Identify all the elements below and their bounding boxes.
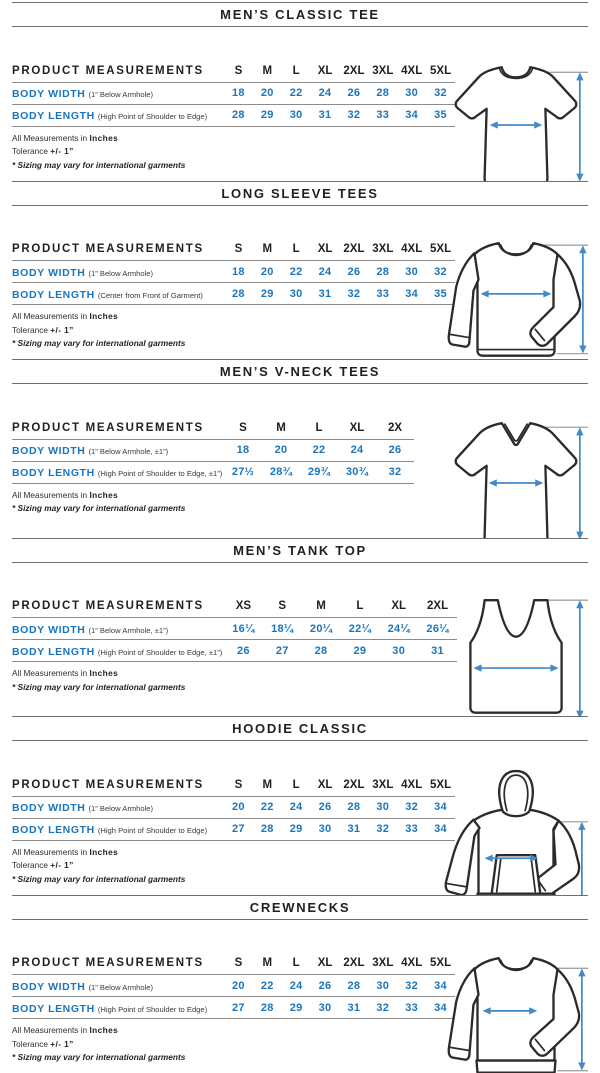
note-sizing: * Sizing may vary for international garments [12, 681, 186, 692]
measurement-value: 28 [340, 975, 369, 997]
size-col-header: M [253, 774, 282, 796]
section-title: MEN’S TANK TOP [233, 542, 367, 558]
note-sizing: * Sizing may vary for international garments [12, 873, 186, 884]
size-col-header: 2XL [340, 953, 369, 975]
size-col-header: L [300, 417, 338, 439]
table-header-product-measurements: PRODUCT MEASUREMENTS [12, 596, 224, 618]
row-descriptor: (1” Below Armhole, ±1”) [88, 447, 169, 456]
note-measurements-unit: Inches [89, 132, 119, 143]
section-title: HOODIE CLASSIC [232, 721, 368, 736]
measurement-value: 22 [253, 796, 282, 818]
table-header-row [12, 239, 455, 261]
measurement-value: 24 [311, 261, 340, 283]
note-sizing: * Sizing may vary for international garments [12, 503, 186, 513]
table-header-row [12, 417, 414, 439]
note-tolerance-text: Tolerance [12, 146, 51, 156]
hoodie-illustration [440, 765, 588, 895]
measurements-table [12, 60, 455, 127]
row-descriptor: (1” Below Armhole) [88, 268, 154, 278]
section-long-sleeve-tee [12, 181, 588, 360]
measurement-value: 32 [376, 461, 414, 483]
section-content [12, 206, 588, 359]
row-label: BODY WIDTH [12, 623, 86, 636]
measurement-value: 33 [397, 818, 426, 840]
size-col-header: M [253, 60, 282, 82]
row-label: BODY LENGTH [12, 467, 95, 479]
size-col-header: XL [311, 60, 340, 82]
measurement-value: 30 [379, 640, 418, 662]
measurement-value: 18 [224, 82, 253, 104]
measurement-value: 30 [282, 104, 311, 126]
note-tolerance-value: +/- 1” [50, 860, 74, 870]
table-header-product-measurements: PRODUCT MEASUREMENTS [12, 953, 224, 975]
section-v-neck-tee [12, 359, 588, 538]
measurement-value: 22 [253, 975, 282, 997]
measurement-value: 32 [368, 997, 397, 1019]
measurement-value: 31 [418, 640, 457, 662]
row-label: BODY LENGTH [12, 288, 95, 301]
table-row [12, 796, 455, 818]
size-col-header: L [340, 596, 379, 618]
section-content [12, 384, 588, 537]
measurement-value: 32 [340, 283, 369, 305]
size-col-header: XL [338, 417, 376, 439]
note-tolerance-text: Tolerance [12, 860, 51, 870]
row-label-cell [12, 261, 224, 283]
table-header-row [12, 774, 455, 796]
table-row [12, 461, 414, 483]
measurement-value: 20¼ [302, 618, 341, 640]
section-title: MEN’S CLASSIC TEE [220, 7, 380, 22]
table-row [12, 997, 455, 1019]
row-label-cell [12, 975, 224, 997]
section-title-band [12, 895, 588, 920]
note-sizing: * Sizing may vary for international garments [12, 338, 186, 348]
measurement-value: 18 [224, 261, 253, 283]
measurements-table [12, 774, 455, 841]
size-col-header: XL [379, 596, 418, 618]
measurement-value: 34 [426, 975, 455, 997]
row-descriptor: (1” Below Armhole) [88, 90, 154, 99]
row-descriptor: (1” Below Armhole) [88, 982, 154, 992]
measurement-value: 32 [397, 796, 426, 818]
note-tolerance-text: Tolerance [12, 1038, 51, 1049]
note-tolerance-text: Tolerance [12, 324, 51, 335]
section-content [12, 27, 588, 180]
row-label: BODY WIDTH [12, 980, 86, 993]
note-measurements-text: All Measurements in [12, 668, 90, 678]
size-col-header: S [224, 953, 253, 975]
measurement-value: 35 [426, 283, 455, 305]
measurement-value: 18¼ [263, 618, 302, 640]
row-label-cell [12, 618, 224, 640]
section-tank-top [12, 538, 588, 717]
measurement-value: 22 [282, 261, 311, 283]
measurement-value: 29 [282, 997, 311, 1019]
note-measurements-unit: Inches [89, 668, 119, 678]
size-col-header: 2XL [418, 596, 457, 618]
row-label: BODY LENGTH [12, 824, 95, 836]
measurement-value: 26 [340, 261, 369, 283]
row-label: BODY LENGTH [12, 645, 95, 658]
measurements-table [12, 953, 455, 1020]
size-col-header: 4XL [397, 774, 426, 796]
section-crewneck [12, 895, 588, 1073]
size-col-header: XL [311, 953, 340, 975]
measurement-value: 33 [397, 997, 426, 1019]
measurement-value: 29 [253, 283, 282, 305]
measurement-value: 35 [426, 104, 455, 126]
measurement-value: 22¼ [340, 618, 379, 640]
measurements-table [12, 417, 414, 484]
measurement-value: 20 [253, 82, 282, 104]
measurement-value: 24 [338, 439, 376, 461]
row-label: BODY LENGTH [12, 110, 95, 122]
measurement-value: 24 [282, 975, 311, 997]
note-measurements-text: All Measurements in [12, 489, 90, 500]
size-col-header: 5XL [426, 239, 455, 261]
measurement-value: 33 [368, 283, 397, 305]
row-descriptor: (High Point of Shoulder to Edge, ±1”) [97, 647, 223, 657]
measurement-value: 34 [426, 997, 455, 1019]
size-col-header: 2XL [340, 60, 369, 82]
sections [12, 2, 588, 1073]
measurement-value: 33 [368, 104, 397, 126]
table-row [12, 975, 455, 997]
row-label: BODY WIDTH [12, 266, 86, 279]
tank-top-illustration [440, 587, 588, 717]
section-title-band [12, 181, 588, 206]
measurement-value: 32 [426, 82, 455, 104]
size-col-header: 4XL [397, 953, 426, 975]
note-measurements-text: All Measurements in [12, 846, 90, 857]
row-descriptor: (High Point of Shoulder to Edge, ±1”) [97, 469, 223, 478]
note-measurements-unit: Inches [89, 489, 119, 500]
size-col-header: 5XL [426, 953, 455, 975]
measurement-value: 34 [426, 796, 455, 818]
size-col-header: L [282, 239, 311, 261]
measurement-value: 30 [311, 997, 340, 1019]
table-header-product-measurements: PRODUCT MEASUREMENTS [12, 60, 224, 82]
measurement-value: 28 [253, 997, 282, 1019]
size-col-header: 4XL [397, 60, 426, 82]
table-row [12, 640, 457, 662]
measurement-value: 27 [224, 997, 253, 1019]
row-descriptor: (High Point of Shoulder to Edge) [97, 112, 208, 121]
size-col-header: 2XL [340, 239, 369, 261]
size-col-header: 2X [376, 417, 414, 439]
measurement-value: 26 [311, 975, 340, 997]
row-label: BODY WIDTH [12, 802, 86, 814]
table-header-row [12, 596, 457, 618]
measurement-value: 30 [368, 796, 397, 818]
measurement-value: 30 [311, 818, 340, 840]
measurement-value: 29 [253, 104, 282, 126]
measurement-value: 28 [368, 261, 397, 283]
table-row [12, 261, 455, 283]
section-title: MEN’S V-NECK TEES [219, 364, 381, 379]
measurement-value: 30 [397, 261, 426, 283]
size-col-header: M [302, 596, 341, 618]
v-neck-tee-illustration [440, 408, 588, 538]
row-label: BODY WIDTH [12, 445, 86, 457]
note-sizing: * Sizing may vary for international garments [12, 1052, 186, 1062]
row-label-cell [12, 796, 224, 818]
size-col-header: M [253, 239, 282, 261]
size-col-header: L [282, 953, 311, 975]
size-col-header: 4XL [397, 239, 426, 261]
note-measurements-unit: Inches [89, 311, 119, 321]
measurement-value: 28 [253, 818, 282, 840]
section-title: LONG SLEEVE TEES [221, 185, 379, 201]
measurement-value: 34 [397, 104, 426, 126]
long-sleeve-tee-illustration [440, 230, 588, 360]
section-content [12, 563, 588, 716]
size-col-header: 3XL [368, 953, 397, 975]
section-title-band [12, 538, 588, 563]
note-measurements-text: All Measurements in [12, 311, 90, 321]
measurement-value: 26 [340, 82, 369, 104]
size-col-header: M [253, 953, 282, 975]
row-label-cell [12, 439, 224, 461]
size-col-header: 5XL [426, 60, 455, 82]
measurement-value: 26 [376, 439, 414, 461]
measurement-value: 31 [340, 997, 369, 1019]
note-measurements-unit: Inches [89, 846, 119, 857]
row-descriptor: (Center from Front of Garment) [97, 290, 203, 300]
section-title: CREWNECKS [249, 899, 351, 915]
measurement-value: 31 [311, 104, 340, 126]
measurement-value: 20 [224, 796, 253, 818]
measurement-value: 30 [282, 283, 311, 305]
row-label-cell [12, 640, 224, 662]
size-col-header: 3XL [368, 60, 397, 82]
measurement-value: 34 [397, 283, 426, 305]
measurement-value: 30¾ [338, 461, 376, 483]
measurements-table [12, 596, 457, 663]
table-row [12, 82, 455, 104]
measurement-value: 18 [224, 439, 262, 461]
size-col-header: S [224, 774, 253, 796]
measurement-value: 24 [311, 82, 340, 104]
measurement-value: 20 [262, 439, 300, 461]
section-content [12, 920, 588, 1073]
size-col-header: S [224, 60, 253, 82]
table-header-product-measurements: PRODUCT MEASUREMENTS [12, 417, 224, 439]
measurement-value: 26¼ [418, 618, 457, 640]
measurement-value: 22 [282, 82, 311, 104]
table-row [12, 439, 414, 461]
note-measurements-text: All Measurements in [12, 1025, 90, 1035]
measurement-value: 32 [340, 104, 369, 126]
size-col-header: 3XL [368, 239, 397, 261]
size-col-header: L [282, 60, 311, 82]
row-label-cell [12, 283, 224, 305]
measurement-value: 26 [224, 640, 263, 662]
measurement-value: 34 [426, 818, 455, 840]
measurement-value: 27 [263, 640, 302, 662]
measurement-value: 30 [397, 82, 426, 104]
size-col-header: S [224, 239, 253, 261]
table-row [12, 818, 455, 840]
measurements-table [12, 239, 455, 306]
measurement-value: 30 [368, 975, 397, 997]
size-col-header: S [224, 417, 262, 439]
section-title-band [12, 2, 588, 27]
measurement-value: 32 [426, 261, 455, 283]
row-descriptor: (High Point of Shoulder to Edge) [97, 826, 208, 835]
measurement-value: 28 [340, 796, 369, 818]
table-row [12, 618, 457, 640]
section-hoodie [12, 716, 588, 895]
measurement-value: 24¼ [379, 618, 418, 640]
row-label: BODY WIDTH [12, 88, 86, 100]
table-row [12, 283, 455, 305]
measurement-value: 16¼ [224, 618, 263, 640]
size-col-header: 5XL [426, 774, 455, 796]
measurement-value: 28 [224, 283, 253, 305]
note-tolerance-value: +/- 1” [50, 324, 74, 335]
row-descriptor: (High Point of Shoulder to Edge) [97, 1004, 208, 1014]
note-tolerance-value: +/- 1” [50, 146, 74, 156]
measurement-value: 29 [340, 640, 379, 662]
measurement-value: 20 [224, 975, 253, 997]
table-header-row [12, 60, 455, 82]
size-col-header: XS [224, 596, 263, 618]
row-label: BODY LENGTH [12, 1002, 95, 1015]
measurement-value: 32 [368, 818, 397, 840]
table-header-product-measurements: PRODUCT MEASUREMENTS [12, 774, 224, 796]
measurement-value: 22 [300, 439, 338, 461]
measurement-value: 27 [224, 818, 253, 840]
measurement-value: 28 [302, 640, 341, 662]
measurement-value: 24 [282, 796, 311, 818]
measurement-value: 31 [340, 818, 369, 840]
classic-tee-illustration [440, 51, 588, 181]
measurement-value: 29¾ [300, 461, 338, 483]
row-descriptor: (1” Below Armhole) [88, 804, 154, 813]
row-label-cell [12, 104, 224, 126]
section-classic-tee [12, 2, 588, 181]
table-header-row [12, 953, 455, 975]
measurement-value: 29 [282, 818, 311, 840]
size-col-header: L [282, 774, 311, 796]
crewneck-illustration [440, 944, 588, 1073]
measurement-value: 32 [397, 975, 426, 997]
row-descriptor: (1” Below Armhole, ±1”) [88, 625, 169, 635]
row-label-cell [12, 82, 224, 104]
note-sizing: * Sizing may vary for international garments [12, 159, 186, 170]
size-col-header: 2XL [340, 774, 369, 796]
section-title-band [12, 716, 588, 741]
measurement-value: 28¾ [262, 461, 300, 483]
table-row [12, 104, 455, 126]
table-header-product-measurements: PRODUCT MEASUREMENTS [12, 239, 224, 261]
section-title-band [12, 359, 588, 384]
row-label-cell [12, 461, 224, 483]
note-measurements-text: All Measurements in [12, 132, 90, 143]
row-label-cell [12, 818, 224, 840]
row-label-cell [12, 997, 224, 1019]
measurement-value: 27½ [224, 461, 262, 483]
size-col-header: 3XL [368, 774, 397, 796]
measurement-value: 31 [311, 283, 340, 305]
measurement-value: 28 [368, 82, 397, 104]
size-col-header: XL [311, 239, 340, 261]
size-col-header: XL [311, 774, 340, 796]
measurement-value: 20 [253, 261, 282, 283]
size-col-header: M [262, 417, 300, 439]
note-tolerance-value: +/- 1” [50, 1038, 74, 1049]
measurement-value: 26 [311, 796, 340, 818]
measurement-value: 28 [224, 104, 253, 126]
size-col-header: S [263, 596, 302, 618]
note-measurements-unit: Inches [89, 1025, 119, 1035]
section-content [12, 741, 588, 894]
